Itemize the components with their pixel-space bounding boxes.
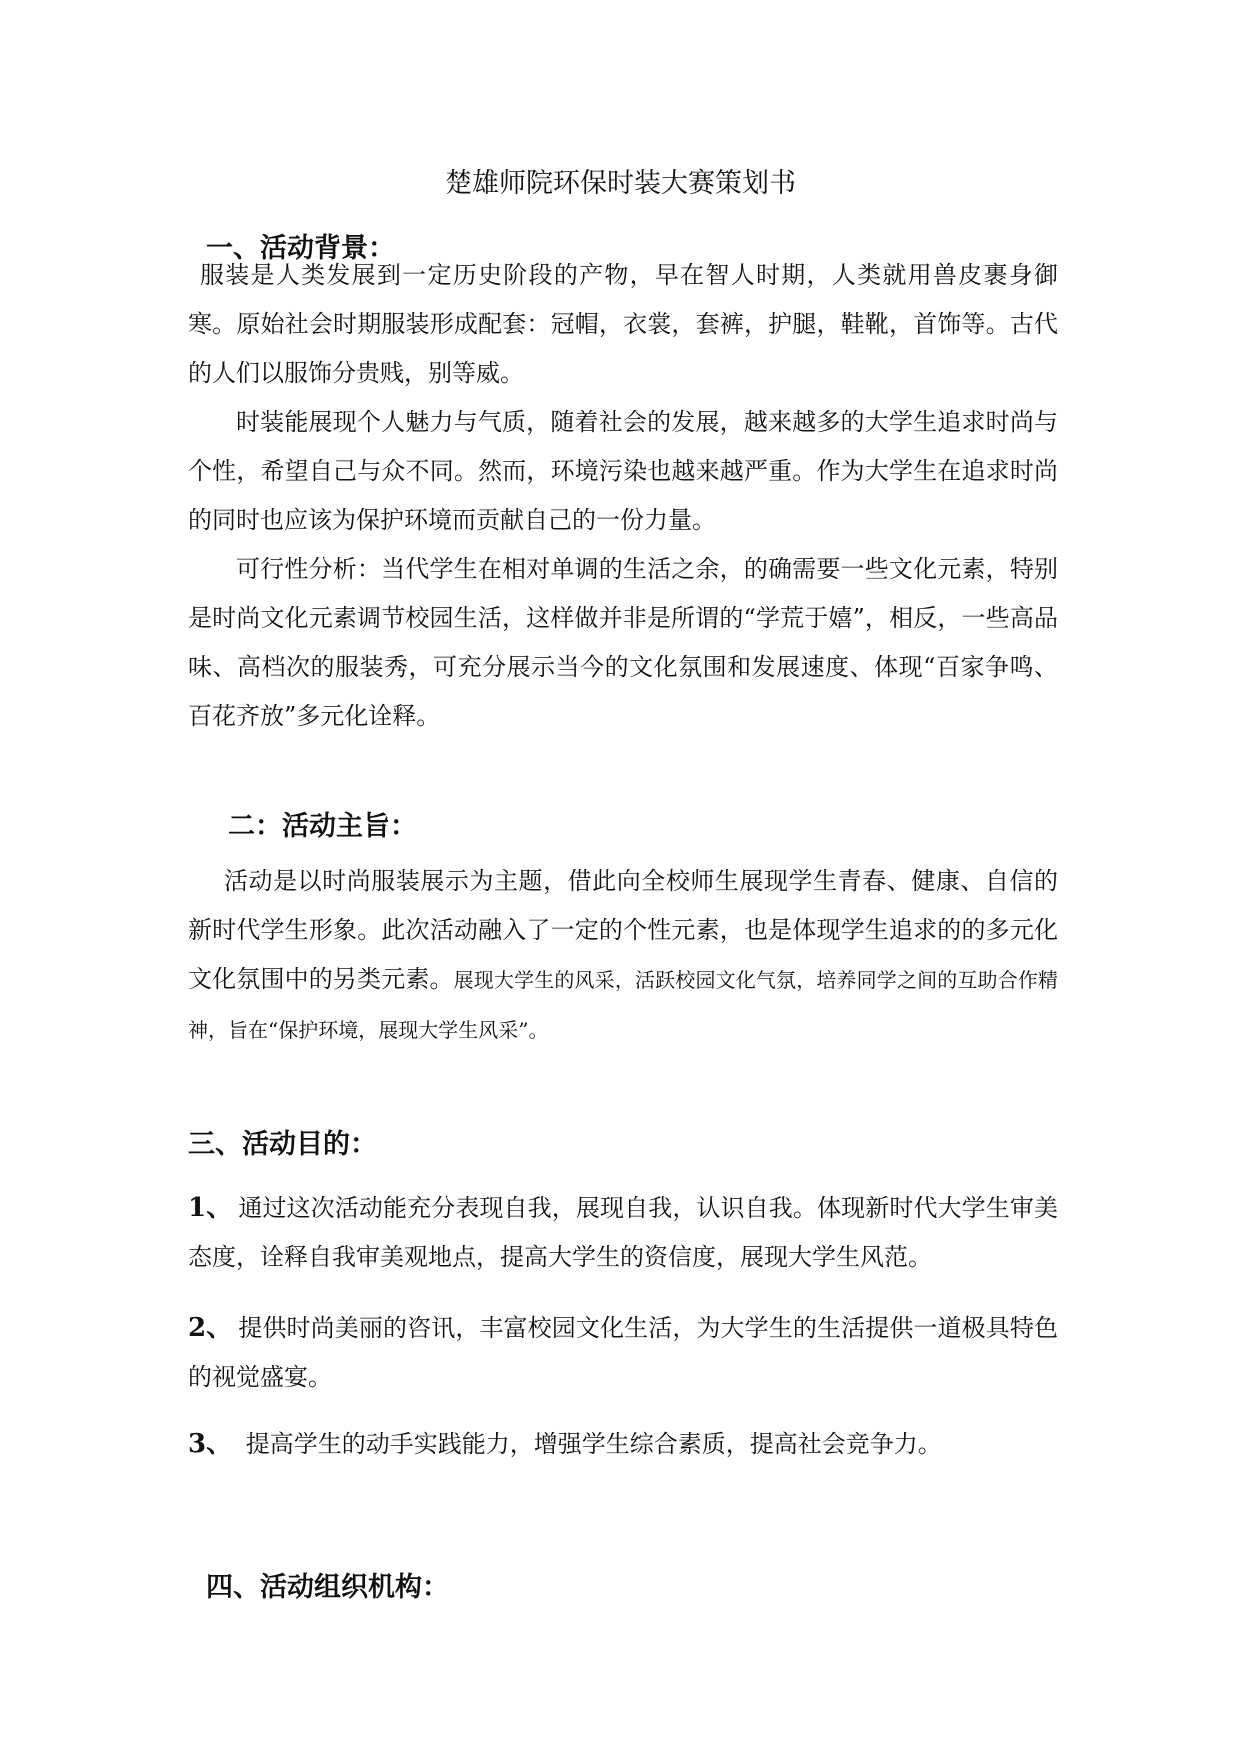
section-heading-organization: 四、活动组织机构： bbox=[206, 1572, 449, 1603]
document-title: 楚雄师院环保时装大赛策划书 bbox=[445, 168, 796, 199]
goal-item-number: 2、 bbox=[188, 1313, 233, 1343]
background-paragraph-3: 可行性分析：当代学生在相对单调的生活之余，的确需要一些文化元素，特别是时尚文化元素调节校园生活，这样做并非是所谓的“学荒于嬉”，相反，一些高品味、高档次的服装秀，可充分展示当今的文化氛围和发展速度、体现“百家争鸣、百花齐放”多元化诠释。 bbox=[188, 555, 1058, 730]
purpose-text-main: 活动是以时尚服装展示为主题，借此向全校师生展现学生青春、健康、自信的新时代学生形象。此次活动融入了一定的个性元素，也是体现学生追求的的多元化文化氛围中的另类元素。 bbox=[188, 867, 1058, 993]
background-paragraph-2: 时装能展现个人魅力与气质，随着社会的发展，越来越多的大学生追求时尚与个性，希望自己与众不同。然而，环境污染也越来越严重。作为大学生在追求时尚的同时也应该为保护环境而贡献自己的一份力量。 bbox=[188, 408, 1058, 534]
goal-item-number: 1、 bbox=[188, 1193, 233, 1223]
section-heading-goals: 三、活动目的： bbox=[188, 1129, 377, 1160]
goal-item-number: 3、 bbox=[188, 1429, 233, 1459]
purpose-paragraph bbox=[188, 857, 1058, 1055]
goal-item-2 bbox=[188, 1304, 1058, 1402]
goal-item-1 bbox=[188, 1184, 1058, 1282]
section-heading-purpose: 二：活动主旨： bbox=[228, 811, 417, 842]
goal-item-text: 提供时尚美丽的咨讯，丰富校园文化生活，为大学生的生活提供一道极具特色的视觉盛宴。 bbox=[188, 1314, 1059, 1391]
goal-item-3 bbox=[188, 1420, 1058, 1469]
goal-item-text: 提高学生的动手实践能力，增强学生综合素质，提高社会竞争力。 bbox=[238, 1430, 942, 1458]
background-paragraph-1: 服装是人类发展到一定历史阶段的产物，早在智人时期，人类就用兽皮裹身御寒。原始社会时期服装形成配套：冠帽，衣裳，套裤，护腿，鞋靴，首饰等。古代的人们以服饰分贵贱，别等威。 bbox=[188, 261, 1058, 387]
purpose-text-small: 展现大学生的风采，活跃校园文化气氛，培养同学之间的互助合作精神，旨在“保护环境，展现大学生风采”。 bbox=[188, 968, 1059, 1042]
goal-item-text: 通过这次活动能充分表现自我，展现自我，认识自我。体现新时代大学生审美态度，诠释自我审美观地点，提高大学生的资信度，展现大学生风范。 bbox=[188, 1194, 1059, 1271]
section-heading-background: 一、活动背景： bbox=[206, 233, 395, 264]
